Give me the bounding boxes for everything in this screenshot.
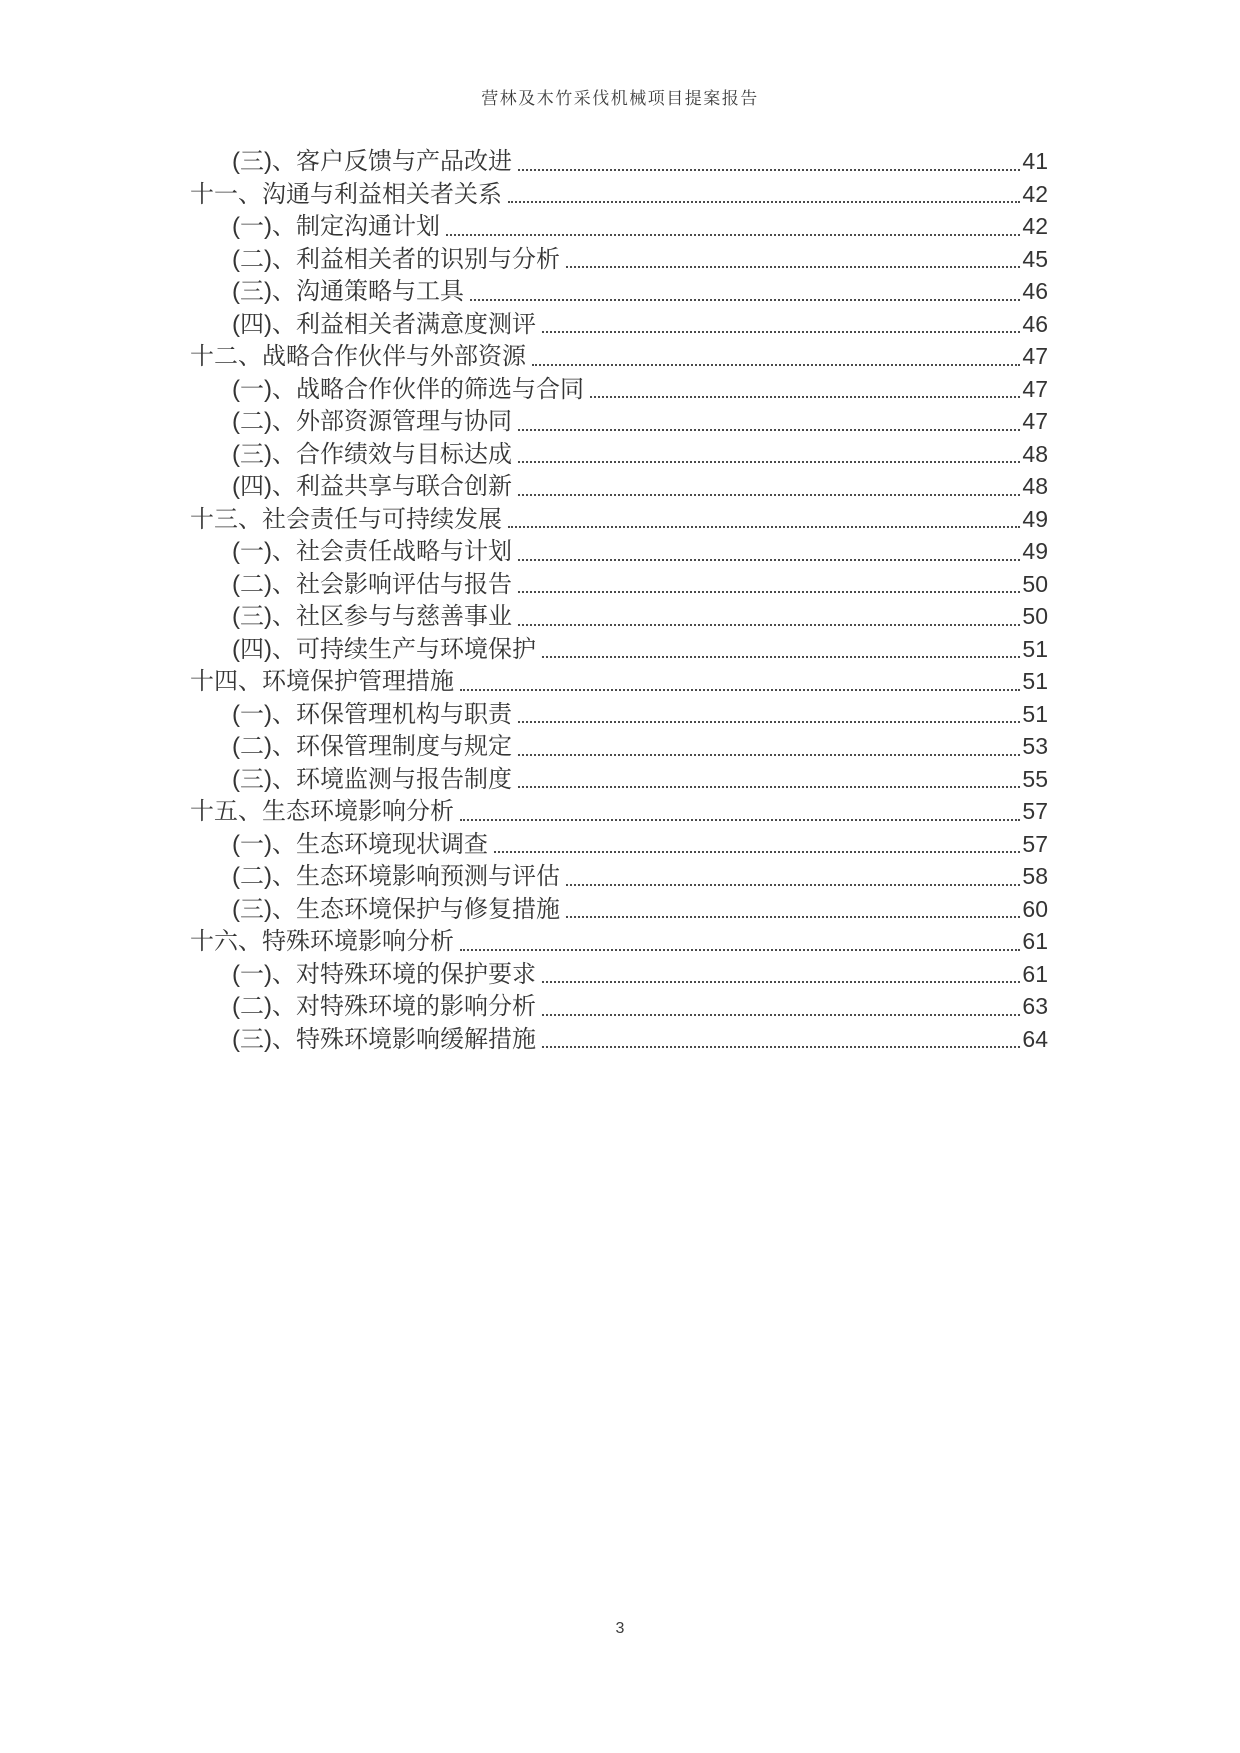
toc-entry [190, 373, 1048, 406]
toc-entry [190, 633, 1048, 666]
toc-entry [190, 470, 1048, 503]
toc-entry-page: 48 [1022, 473, 1048, 499]
dot-leader [566, 916, 1020, 918]
toc-entry-page: 61 [1022, 928, 1048, 954]
toc-entry-label: (三)、环境监测与报告制度 [232, 765, 512, 793]
toc-entry-page: 55 [1022, 765, 1048, 792]
dot-leader [542, 981, 1020, 983]
dot-leader [470, 299, 1020, 301]
toc-entry-label: (四)、利益相关者满意度测评 [232, 310, 536, 338]
dot-leader [542, 656, 1020, 658]
toc-entry-label: (三)、特殊环境影响缓解措施 [232, 1025, 536, 1053]
toc-entry [190, 1023, 1048, 1056]
toc-entry-page: 45 [1022, 245, 1048, 272]
toc-entry-page: 51 [1022, 700, 1048, 727]
toc-entry [190, 763, 1048, 796]
toc-entry [190, 893, 1048, 926]
toc-list [190, 145, 1048, 1055]
toc-entry-label: 十二、战略合作伙伴与外部资源 [190, 343, 526, 370]
dot-leader [542, 331, 1020, 333]
toc-entry-page: 58 [1022, 863, 1048, 889]
dot-leader [542, 1014, 1020, 1016]
toc-entry-label: (三)、沟通策略与工具 [232, 278, 464, 305]
dot-leader [566, 884, 1020, 886]
document-header-title: 营林及木竹采伐机械项目提案报告 [481, 89, 759, 108]
toc-entry-label: 十一、沟通与利益相关者关系 [190, 180, 502, 208]
toc-entry-label: (一)、对特殊环境的保护要求 [232, 960, 536, 988]
toc-entry-label: (二)、外部资源管理与协同 [232, 408, 512, 435]
dot-leader [590, 396, 1020, 398]
toc-entry [190, 145, 1048, 178]
toc-entry-label: (三)、社区参与与慈善事业 [232, 603, 512, 630]
toc-entry-page: 51 [1022, 668, 1048, 694]
dot-leader [518, 786, 1020, 788]
toc-entry [190, 438, 1048, 471]
toc-entry-page: 48 [1022, 440, 1048, 467]
toc-entry-label: 十五、生态环境影响分析 [190, 798, 454, 825]
toc-entry [190, 958, 1048, 991]
toc-entry [190, 860, 1048, 893]
toc-entry-page: 49 [1022, 505, 1048, 532]
toc-entry [190, 600, 1048, 633]
toc-entry [190, 503, 1048, 536]
dot-leader [518, 429, 1020, 431]
toc-entry-page: 64 [1022, 1025, 1048, 1052]
toc-entry-page: 57 [1022, 798, 1048, 824]
dot-leader [518, 461, 1020, 463]
page-number-footer: 3 [615, 1620, 625, 1637]
toc-entry-page: 46 [1022, 278, 1048, 304]
dot-leader [518, 559, 1020, 561]
toc-entry-label: (四)、可持续生产与环境保护 [232, 635, 536, 663]
toc-entry-label: (一)、战略合作伙伴的筛选与合同 [232, 375, 584, 403]
toc-entry-label: (二)、社会影响评估与报告 [232, 570, 512, 598]
toc-entry-page: 57 [1022, 830, 1048, 857]
dot-leader [518, 624, 1020, 626]
toc-entry [190, 925, 1048, 958]
toc-entry [190, 828, 1048, 861]
dot-leader [508, 526, 1020, 528]
toc-entry [190, 568, 1048, 601]
toc-entry [190, 698, 1048, 731]
dot-leader [518, 721, 1020, 723]
toc-entry-page: 42 [1022, 180, 1048, 207]
toc-entry-page: 47 [1022, 408, 1048, 434]
toc-entry-page: 63 [1022, 993, 1048, 1019]
dot-leader [518, 591, 1020, 593]
toc-entry [190, 210, 1048, 243]
toc-entry-page: 41 [1022, 148, 1048, 174]
toc-entry-label: (二)、环保管理制度与规定 [232, 733, 512, 760]
toc-entry-page: 42 [1022, 213, 1048, 239]
toc-entry-label: (三)、合作绩效与目标达成 [232, 440, 512, 468]
toc-entry-label: (四)、利益共享与联合创新 [232, 473, 512, 500]
toc-entry-page: 60 [1022, 895, 1048, 922]
toc-entry [190, 795, 1048, 828]
toc-entry-page: 61 [1022, 960, 1048, 987]
dot-leader [532, 364, 1020, 366]
toc-entry-page: 50 [1022, 570, 1048, 597]
toc-entry [190, 178, 1048, 211]
toc-entry-page: 46 [1022, 310, 1048, 337]
dot-leader [518, 494, 1020, 496]
toc-entry [190, 405, 1048, 438]
toc-entry-page: 47 [1022, 343, 1048, 369]
dot-leader [508, 201, 1020, 203]
toc-entry [190, 990, 1048, 1023]
dot-leader [542, 1046, 1020, 1048]
toc-entry [190, 243, 1048, 276]
toc-entry-label: (二)、对特殊环境的影响分析 [232, 993, 536, 1020]
toc-entry-label: (一)、社会责任战略与计划 [232, 538, 512, 565]
toc-entry-label: (三)、客户反馈与产品改进 [232, 148, 512, 175]
toc-entry-page: 49 [1022, 538, 1048, 564]
toc-entry-page: 53 [1022, 733, 1048, 759]
toc-entry-label: (一)、环保管理机构与职责 [232, 700, 512, 728]
toc-entry [190, 535, 1048, 568]
toc-entry-label: (二)、利益相关者的识别与分析 [232, 245, 560, 273]
dot-leader [446, 234, 1020, 236]
toc-entry-label: (一)、生态环境现状调查 [232, 830, 488, 858]
dot-leader [460, 819, 1020, 821]
toc-entry-label: (三)、生态环境保护与修复措施 [232, 895, 560, 923]
toc-entry-label: 十三、社会责任与可持续发展 [190, 505, 502, 533]
dot-leader [460, 689, 1020, 691]
dot-leader [494, 851, 1020, 853]
toc-entry-label: (一)、制定沟通计划 [232, 213, 440, 240]
toc-entry-page: 50 [1022, 603, 1048, 629]
toc-entry [190, 340, 1048, 373]
toc-entry [190, 308, 1048, 341]
toc-entry [190, 275, 1048, 308]
dot-leader [518, 754, 1020, 756]
toc-entry-page: 47 [1022, 375, 1048, 402]
toc-entry-label: (二)、生态环境影响预测与评估 [232, 863, 560, 890]
dot-leader [460, 949, 1020, 951]
toc-entry [190, 730, 1048, 763]
toc-entry [190, 665, 1048, 698]
toc-entry-label: 十六、特殊环境影响分析 [190, 928, 454, 955]
toc-entry-page: 51 [1022, 635, 1048, 662]
dot-leader [566, 266, 1020, 268]
dot-leader [518, 169, 1020, 171]
toc-entry-label: 十四、环境保护管理措施 [190, 668, 454, 695]
